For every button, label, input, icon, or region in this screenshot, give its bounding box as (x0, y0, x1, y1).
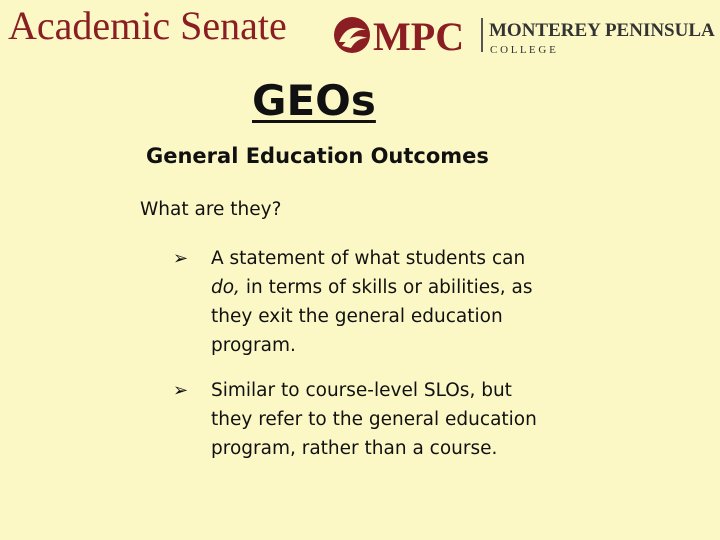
arrow-bullet-icon: ➢ (173, 380, 189, 401)
slide-title: GEOs (252, 76, 376, 125)
bullet-line: program. (211, 335, 296, 356)
mpc-name-line2: C O L L E G E (490, 44, 556, 56)
senate-title: Academic Senate (8, 3, 287, 48)
mpc-logo (333, 12, 718, 58)
bullet-line: they exit the general education (211, 306, 503, 327)
mpc-name-line1: MONTEREY PENINSULA (489, 20, 715, 41)
slide-subtitle: General Education Outcomes (146, 144, 489, 168)
bullet-line (211, 273, 581, 302)
emphasis-text: do, (211, 277, 240, 298)
bullet-line: A statement of what students can (211, 248, 526, 269)
bullet-line: Similar to course-level SLOs, but (211, 380, 512, 401)
mpc-seal-icon (334, 17, 370, 53)
bullet-line-rest: in terms of skills or abilities, as (239, 277, 533, 298)
arrow-bullet-icon: ➢ (173, 248, 189, 269)
bullet-line: program, rather than a course. (211, 438, 498, 459)
mpc-abbrev: MPC (373, 14, 465, 58)
question-text: What are they? (140, 199, 282, 220)
bullet-line: they refer to the general education (211, 409, 537, 430)
